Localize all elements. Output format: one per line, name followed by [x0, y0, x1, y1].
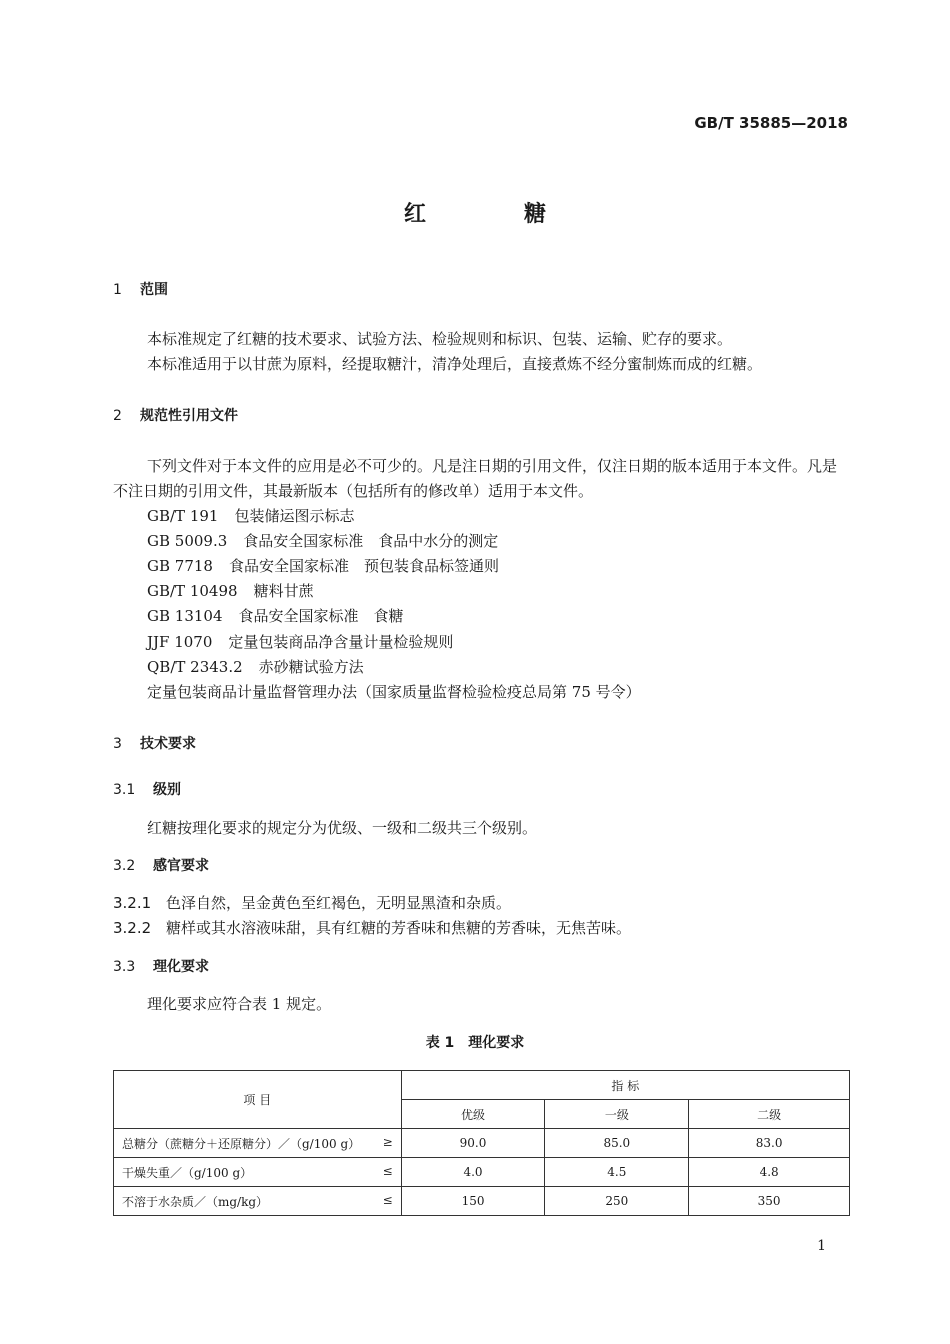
table-header-grade: 一级: [545, 1100, 689, 1129]
reference-item: GB/T 191 包装储运图示标志: [147, 507, 355, 525]
reference-item: GB/T 10498 糖料甘蔗: [147, 582, 314, 600]
table-cell: 85.0: [545, 1129, 689, 1158]
table-header-grade: 二级: [689, 1100, 850, 1129]
reference-item: QB/T 2343.2 赤砂糖试验方法: [147, 658, 364, 676]
page-number: 1: [817, 1238, 826, 1254]
section-3-heading: 3 技术要求: [113, 736, 196, 752]
table-header-index: 指 标: [401, 1071, 849, 1100]
table-cell: 4.5: [545, 1158, 689, 1187]
section-2-heading: 2 规范性引用文件: [113, 408, 238, 424]
reference-item-last: 定量包装商品计量监督管理办法（国家质量监督检验检疫总局第 75 号令）: [147, 683, 641, 701]
section-3-2-1: 3.2.1 色泽自然，呈金黄色至红褐色，无明显黑渣和杂质。: [113, 894, 512, 912]
table-cell: 90.0: [401, 1129, 545, 1158]
section-3-3-text: 理化要求应符合表 1 规定。: [147, 995, 332, 1013]
table-row: [114, 1187, 850, 1216]
section-3-1-heading: 3.1 级别: [113, 782, 181, 798]
section-2-intro: 下列文件对于本文件的应用是必不可少的。凡是注日期的引用文件，仅注日期的版本适用于本文件。凡是不注日期的引用文件，其最新版本（包括所有的修改单）适用于本文件。: [113, 457, 838, 500]
table-header-grade: 优级: [401, 1100, 545, 1129]
reference-item: GB 7718 食品安全国家标准 预包装食品标签通则: [147, 557, 499, 575]
standard-number: GB/T 35885—2018: [694, 114, 848, 132]
reference-item: GB 5009.3 食品安全国家标准 食品中水分的测定: [147, 532, 499, 550]
section-1-paragraph-1: 本标准规定了红糖的技术要求、试验方法、检验规则和标识、包装、运输、贮存的要求。: [147, 330, 733, 348]
table-row: [114, 1129, 850, 1158]
title-char-2: 糖: [524, 202, 547, 227]
table-row-item: 总糖分（蔗糖分＋还原糖分）／（g/100 g） ≥: [114, 1129, 402, 1158]
table-cell: 4.0: [401, 1158, 545, 1187]
title-char-1: 红: [403, 202, 426, 227]
table-1-caption: 表 1 理化要求: [425, 1035, 525, 1051]
table-cell: 250: [545, 1187, 689, 1216]
table-1: [113, 1070, 850, 1216]
table-row-item: 干燥失重／（g/100 g） ≤: [114, 1158, 402, 1187]
table-header-item: 项 目: [114, 1071, 402, 1129]
table-cell: 350: [689, 1187, 850, 1216]
section-1-heading: 1 范围: [113, 282, 168, 298]
section-1-paragraph-2: 本标准适用于以甘蔗为原料，经提取糖汁，清净处理后，直接煮炼不经分蜜制炼而成的红糖。: [147, 355, 763, 373]
reference-item: GB 13104 食品安全国家标准 食糖: [147, 607, 404, 625]
table-cell: 150: [401, 1187, 545, 1216]
section-3-1-text: 红糖按理化要求的规定分为优级、一级和二级共三个级别。: [147, 819, 538, 837]
reference-item: JJF 1070 定量包装商品净含量计量检验规则: [147, 633, 454, 651]
table-cell: 83.0: [689, 1129, 850, 1158]
table-row: [114, 1158, 850, 1187]
document-title: [0, 197, 950, 228]
table-cell: 4.8: [689, 1158, 850, 1187]
section-3-2-2: 3.2.2 糖样或其水溶液味甜，具有红糖的芳香味和焦糖的芳香味，无焦苦味。: [113, 919, 632, 937]
table-row-item: 不溶于水杂质／（mg/kg） ≤: [114, 1187, 402, 1216]
section-3-2-heading: 3.2 感官要求: [113, 858, 209, 874]
section-3-3-heading: 3.3 理化要求: [113, 959, 209, 975]
